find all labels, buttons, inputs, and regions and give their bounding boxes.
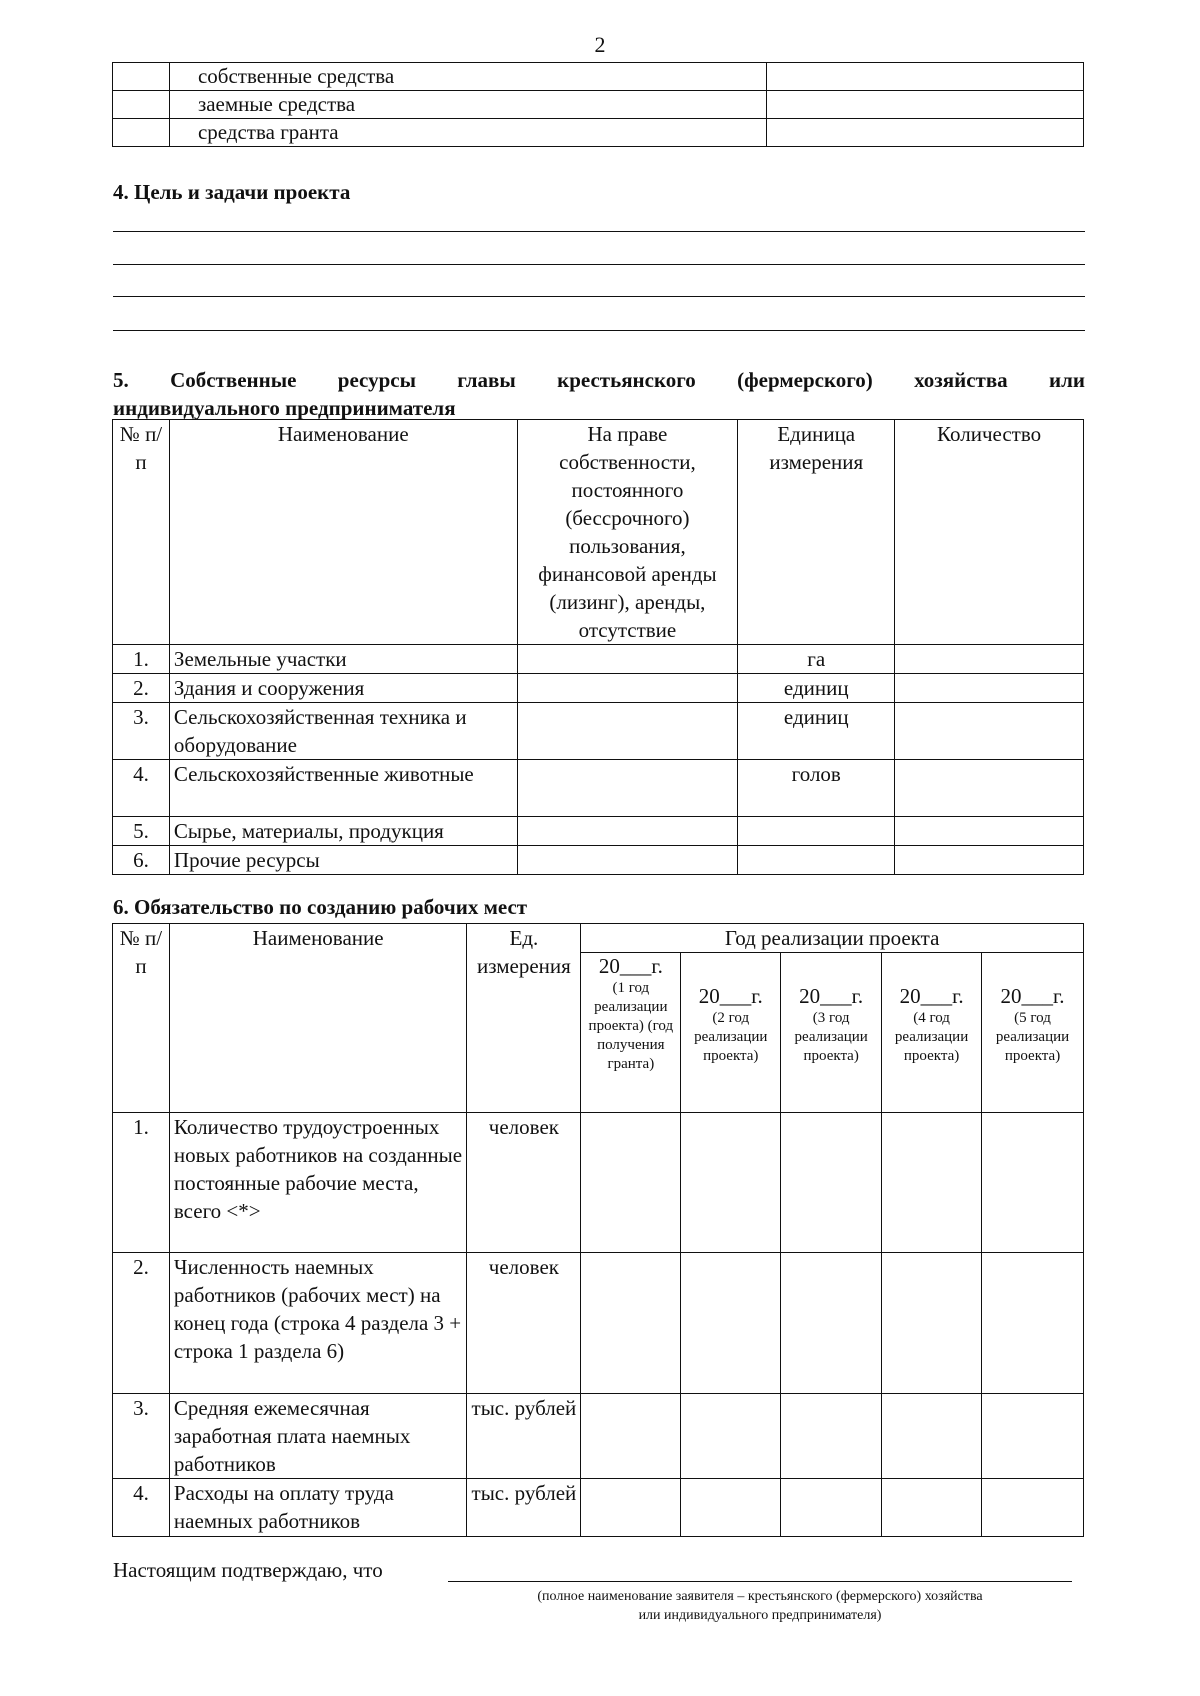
right-cell[interactable] [517,760,738,817]
goal-line[interactable] [113,330,1085,331]
value-cell[interactable] [581,1253,681,1394]
table-row [113,63,1084,91]
funding-own: собственные средства [169,63,766,91]
col-header-qty: Количество [895,420,1084,645]
value-cell[interactable] [581,1394,681,1479]
value-cell[interactable] [882,1113,982,1253]
col-header-name: Наименование [169,924,467,1113]
goal-line[interactable] [113,296,1085,297]
value-cell[interactable] [681,1253,781,1394]
confirmation-text: Настоящим подтверждаю, что [113,1558,383,1582]
col-header-year-group: Год реализации проекта [581,924,1084,953]
qty-cell[interactable] [895,846,1084,875]
value-cell[interactable] [882,1394,982,1479]
section6-title: 6. Обязательство по созданию рабочих мест [113,895,528,919]
value-cell[interactable] [581,1479,681,1537]
value-cell[interactable] [882,1479,982,1537]
table-header-row [113,924,1084,953]
col-header-year-5: 20___г. (5 год реализации проекта) [982,953,1084,1113]
value-cell[interactable] [982,1479,1084,1537]
value-cell[interactable] [882,1253,982,1394]
funding-borrowed: заемные средства [169,91,766,119]
applicant-name-field[interactable] [448,1581,1072,1582]
section5-title: 5. Собственные ресурсы главы крестьянского (фермерского) хозяйства или индивидуального предпринимателя [113,368,1085,420]
table-row: 2. Здания и сооружения единиц [113,674,1084,703]
table-row [113,119,1084,147]
right-cell[interactable] [517,674,738,703]
value-cell[interactable] [681,1394,781,1479]
value-cell[interactable] [681,1479,781,1537]
value-cell[interactable] [982,1253,1084,1394]
applicant-caption-line2: или индивидуального предпринимателя) [638,1608,882,1623]
resources-table [112,419,1084,875]
col-header-unit: Единица измерения [738,420,895,645]
value-cell[interactable] [982,1113,1084,1253]
goal-line[interactable] [113,231,1085,232]
table-row: 3. Сельскохозяйственная техника и оборудование единиц [113,703,1084,760]
funding-table [112,62,1084,147]
right-cell[interactable] [517,703,738,760]
section4-title: 4. Цель и задачи проекта [113,180,351,204]
value-cell[interactable] [781,1394,882,1479]
table-row [113,91,1084,119]
jobs-table [112,923,1084,1537]
col-header-right: На праве собственности, постоянного (бессрочного) пользования, финансовой аренды (лизинг), аренды, отсутствие [517,420,738,645]
table-row: 4. Сельскохозяйственные животные голов [113,760,1084,817]
value-cell[interactable] [781,1113,882,1253]
table-row: 4. Расходы на оплату труда наемных работников тыс. рублей [113,1479,1084,1537]
col-header-year-4: 20___г. (4 год реализации проекта) [882,953,982,1113]
col-header-unit: Ед. измерения [467,924,581,1113]
col-header-year-2: 20___г. (2 год реализации проекта) [681,953,781,1113]
value-cell[interactable] [581,1113,681,1253]
col-header-year-1: 20___г. (1 год реализации проекта) (год получения гранта) [581,953,681,1113]
value-cell[interactable] [781,1479,882,1537]
table-row: 1. Земельные участки га [113,645,1084,674]
qty-cell[interactable] [895,817,1084,846]
goal-line[interactable] [113,264,1085,265]
col-header-name: Наименование [169,420,517,645]
value-cell[interactable] [681,1113,781,1253]
table-header-row [113,420,1084,645]
table-row: 1. Количество трудоустроенных новых работников на созданные постоянные рабочие места, всего <*> человек [113,1113,1084,1253]
col-header-num: № п/п [113,420,170,645]
col-header-year-3: 20___г. (3 год реализации проекта) [781,953,882,1113]
value-cell[interactable] [781,1253,882,1394]
col-header-num: № п/п [113,924,170,1113]
qty-cell[interactable] [895,703,1084,760]
right-cell[interactable] [517,846,738,875]
page-number: 2 [594,32,606,57]
table-row: 6. Прочие ресурсы [113,846,1084,875]
right-cell[interactable] [517,817,738,846]
table-row: 2. Численность наемных работников (рабочих мест) на конец года (строка 4 раздела 3 + строка 1 раздела 6) человек [113,1253,1084,1394]
qty-cell[interactable] [895,645,1084,674]
qty-cell[interactable] [895,674,1084,703]
value-cell[interactable] [982,1394,1084,1479]
qty-cell[interactable] [895,760,1084,817]
table-row: 3. Средняя ежемесячная заработная плата наемных работников тыс. рублей [113,1394,1084,1479]
right-cell[interactable] [517,645,738,674]
table-row: 5. Сырье, материалы, продукция [113,817,1084,846]
funding-grant: средства гранта [169,119,766,147]
applicant-caption-line1: (полное наименование заявителя – крестьянского (фермерского) хозяйства [537,1589,983,1604]
